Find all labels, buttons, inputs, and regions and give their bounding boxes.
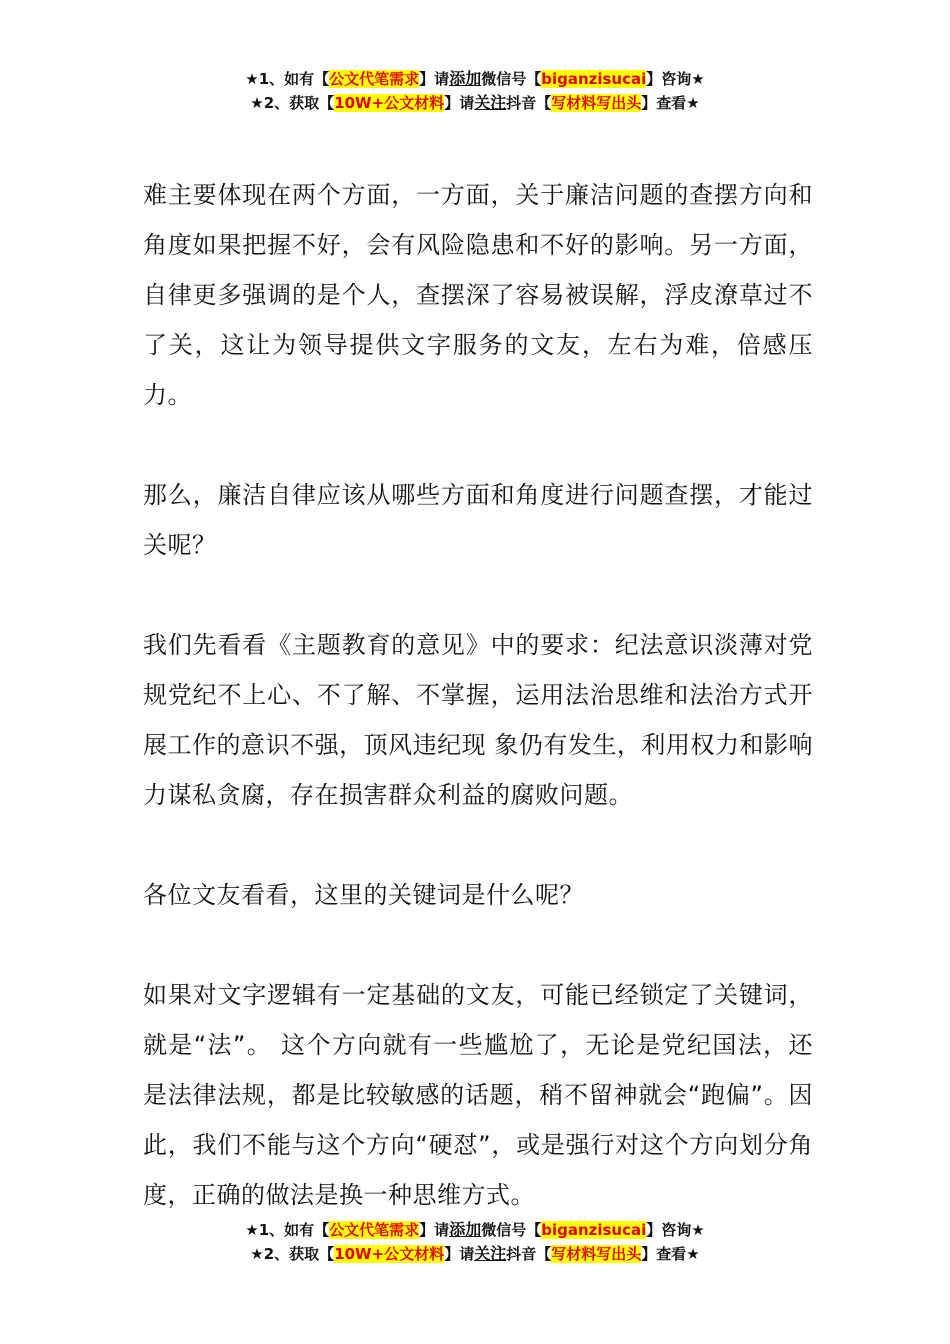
highlight-douyin-account: 写材料写出头 [551, 1245, 642, 1263]
banner-text: ★1、如有【 [245, 70, 330, 88]
highlight-wechat-id: biganzisucai [541, 1221, 647, 1239]
highlight-service: 公文代笔需求 [329, 1221, 420, 1239]
highlight-materials: 10W+公文材料 [334, 94, 445, 112]
banner-emphasis: 关注 [474, 1244, 507, 1263]
banner-text: 】请 [444, 94, 475, 112]
banner-text: ★2、获取【 [250, 1245, 335, 1263]
banner-text: 】咨询★ [646, 1221, 705, 1239]
document-body [143, 170, 813, 1220]
banner-text: 抖音【 [506, 94, 552, 112]
banner-text: 微信号【 [481, 1221, 542, 1239]
banner-text: 】请 [444, 1245, 475, 1263]
highlight-service: 公文代笔需求 [329, 70, 420, 88]
banner-text: 微信号【 [481, 70, 542, 88]
banner-text: 】查看★ [641, 94, 700, 112]
banner-text: 抖音【 [506, 1245, 552, 1263]
banner-text: ★1、如有【 [245, 1221, 330, 1239]
banner-emphasis: 添加 [449, 1220, 482, 1239]
banner-text: 】请 [419, 1221, 450, 1239]
banner-line-1 [0, 1218, 950, 1242]
paragraph: 那么，廉洁自律应该从哪些方面和角度进行问题查摆，才能过关呢？ [143, 481, 813, 559]
paragraph: 难主要体现在两个方面，一方面，关于廉洁问题的查摆方向和角度如果把握不好，会有风险隐患和不好的影响。另一方面，自律更多强调的是个人，查摆深了容易被误解，浮皮潦草过不了关，这让为领导提供文字服务的文友，左右为难，倍感压力。 [143, 181, 813, 409]
banner-text: ★2、获取【 [250, 94, 335, 112]
banner-line-2 [0, 91, 950, 115]
footer-banner [0, 1218, 950, 1266]
banner-emphasis: 关注 [474, 93, 507, 112]
banner-emphasis: 添加 [449, 69, 482, 88]
highlight-douyin-account: 写材料写出头 [551, 94, 642, 112]
banner-text: 】请 [419, 70, 450, 88]
paragraph: 如果对文字逻辑有一定基础的文友，可能已经锁定了关键词，就是“法”。 这个方向就有一些尴尬了，无论是党纪国法，还是法律法规，都是比较敏感的话题，稍不留神就会“跑偏”。因此，我们不能与这个方向“硬怼”，或是强行对这个方向划分角度，正确的做法是换一种思维方式。 [143, 981, 813, 1209]
highlight-materials: 10W+公文材料 [334, 1245, 445, 1263]
header-banner [0, 67, 950, 115]
paragraph: 我们先看看《主题教育的意见》中的要求：纪法意识淡薄对党规党纪不上心、不了解、不掌握，运用法治思维和法治方式开展工作的意识不强，顶风违纪现 象仍有发生，利用权力和影响力谋私贪腐，存在损害群众利益的腐败问题。 [143, 631, 813, 809]
banner-text: 】咨询★ [646, 70, 705, 88]
banner-line-1 [0, 67, 950, 91]
banner-text: 】查看★ [641, 1245, 700, 1263]
paragraph: 各位文友看看，这里的关键词是什么呢？ [143, 881, 584, 909]
banner-line-2 [0, 1242, 950, 1266]
highlight-wechat-id: biganzisucai [541, 70, 647, 88]
